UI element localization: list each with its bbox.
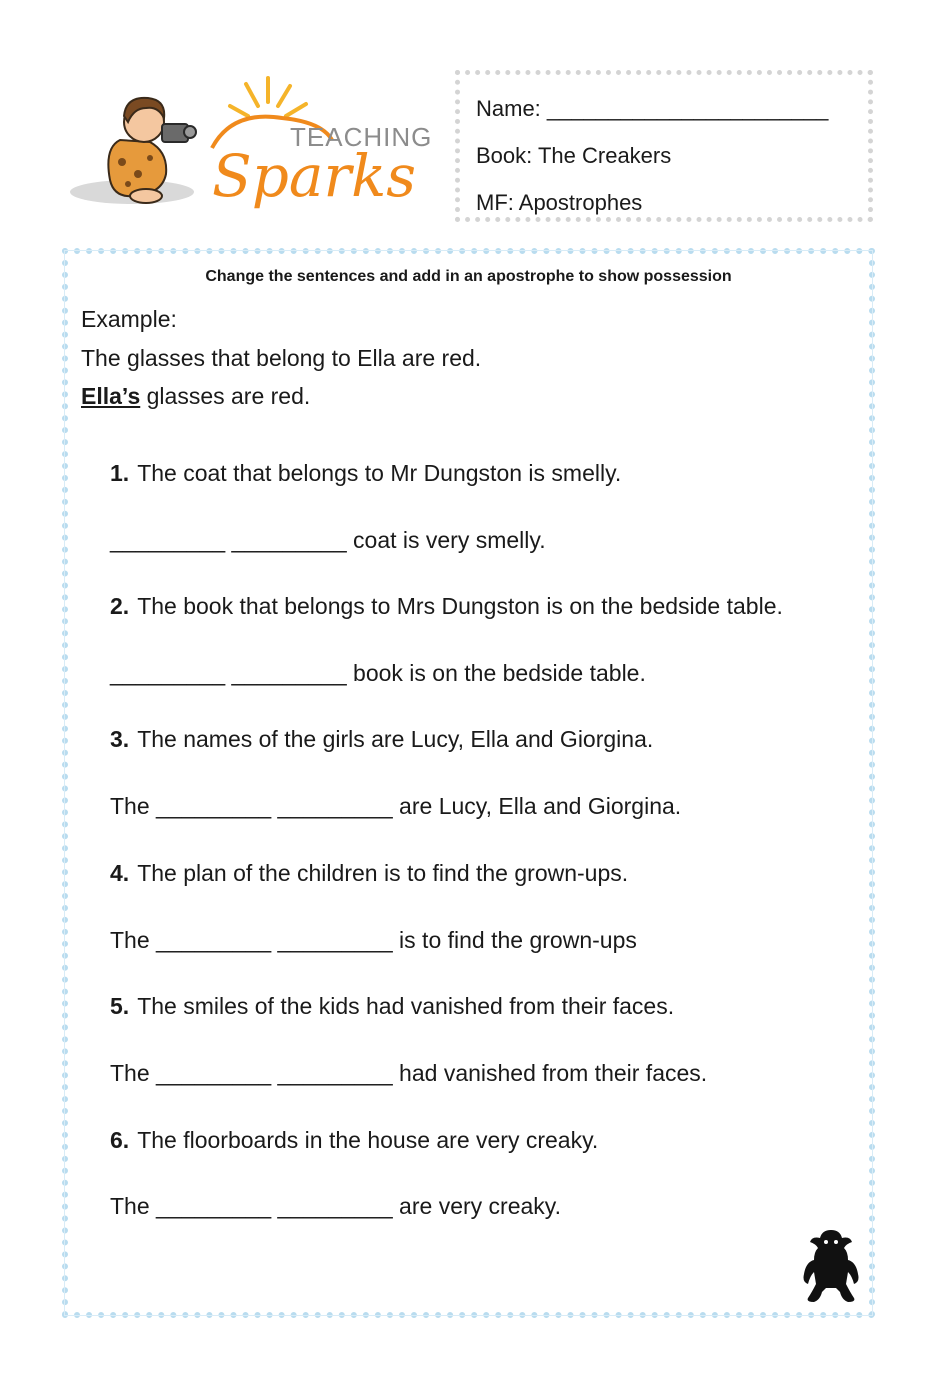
answer-blanks[interactable]: _________ _________ xyxy=(110,527,347,553)
question-sentence: The book that belongs to Mrs Dungston is on the bedside table. xyxy=(137,593,783,619)
mf-label: MF: Apostrophes xyxy=(476,190,643,215)
answer-blanks[interactable]: _________ _________ xyxy=(110,660,347,686)
question-sentence: The plan of the children is to find the grown-ups. xyxy=(137,860,629,886)
book-label: Book: The Creakers xyxy=(476,143,672,168)
question-number: 6. xyxy=(110,1127,130,1153)
question-sentence: The names of the girls are Lucy, Ella and Giorgina. xyxy=(137,726,654,752)
question-6 xyxy=(110,1127,598,1154)
answer-prefix: The xyxy=(110,1060,157,1086)
answer-blanks[interactable]: _________ _________ xyxy=(156,1060,393,1086)
example-label: Example: xyxy=(81,306,177,332)
logo-brand-top: TEACHING xyxy=(290,122,433,152)
answer-blanks[interactable]: _________ _________ xyxy=(156,927,393,953)
question-1 xyxy=(110,460,621,487)
student-info-box xyxy=(455,70,873,222)
answer-prefix: The xyxy=(110,927,157,953)
name-field[interactable]: Name: _______________________ xyxy=(476,96,829,121)
example-answer xyxy=(81,383,310,410)
answer-suffix: had vanished from their faces. xyxy=(392,1060,708,1086)
question-number: 4. xyxy=(110,860,130,886)
answer-prefix: The xyxy=(110,1193,157,1219)
answer-line-2 xyxy=(110,660,646,687)
logo-brand-bottom: Sparks xyxy=(212,142,417,210)
answer-line-6 xyxy=(110,1193,561,1220)
example-answer-bold: Ella’s xyxy=(81,383,141,409)
creaker-silhouette-icon xyxy=(800,1228,862,1304)
answer-suffix: book is on the bedside table. xyxy=(346,660,646,686)
question-4 xyxy=(110,860,628,887)
example-sentence: The glasses that belong to Ella are red. xyxy=(81,345,482,371)
answer-prefix: The xyxy=(110,793,157,819)
answer-suffix: coat is very smelly. xyxy=(346,527,546,553)
question-sentence: The floorboards in the house are very creaky. xyxy=(137,1127,599,1153)
question-sentence: The coat that belongs to Mr Dungston is smelly. xyxy=(137,460,622,486)
question-number: 1. xyxy=(110,460,130,486)
question-number: 5. xyxy=(110,993,130,1019)
question-number: 3. xyxy=(110,726,130,752)
worksheet-panel xyxy=(62,248,875,1318)
answer-suffix: are Lucy, Ella and Giorgina. xyxy=(392,793,682,819)
question-3 xyxy=(110,726,653,753)
answer-suffix: are very creaky. xyxy=(392,1193,561,1219)
answer-line-3 xyxy=(110,793,681,820)
answer-blanks[interactable]: _________ _________ xyxy=(156,793,393,819)
answer-suffix: is to find the grown-ups xyxy=(392,927,637,953)
example-answer-rest: glasses are red. xyxy=(140,383,311,409)
instruction-heading: Change the sentences and add in an apostrophe to show possession xyxy=(205,268,732,285)
answer-line-1 xyxy=(110,527,546,554)
answer-line-5 xyxy=(110,1060,707,1087)
question-sentence: The smiles of the kids had vanished from their faces. xyxy=(137,993,675,1019)
teaching-sparks-logo xyxy=(62,70,442,220)
question-5 xyxy=(110,993,674,1020)
question-2 xyxy=(110,593,783,620)
answer-blanks[interactable]: _________ _________ xyxy=(156,1193,393,1219)
answer-line-4 xyxy=(110,927,637,954)
question-number: 2. xyxy=(110,593,130,619)
